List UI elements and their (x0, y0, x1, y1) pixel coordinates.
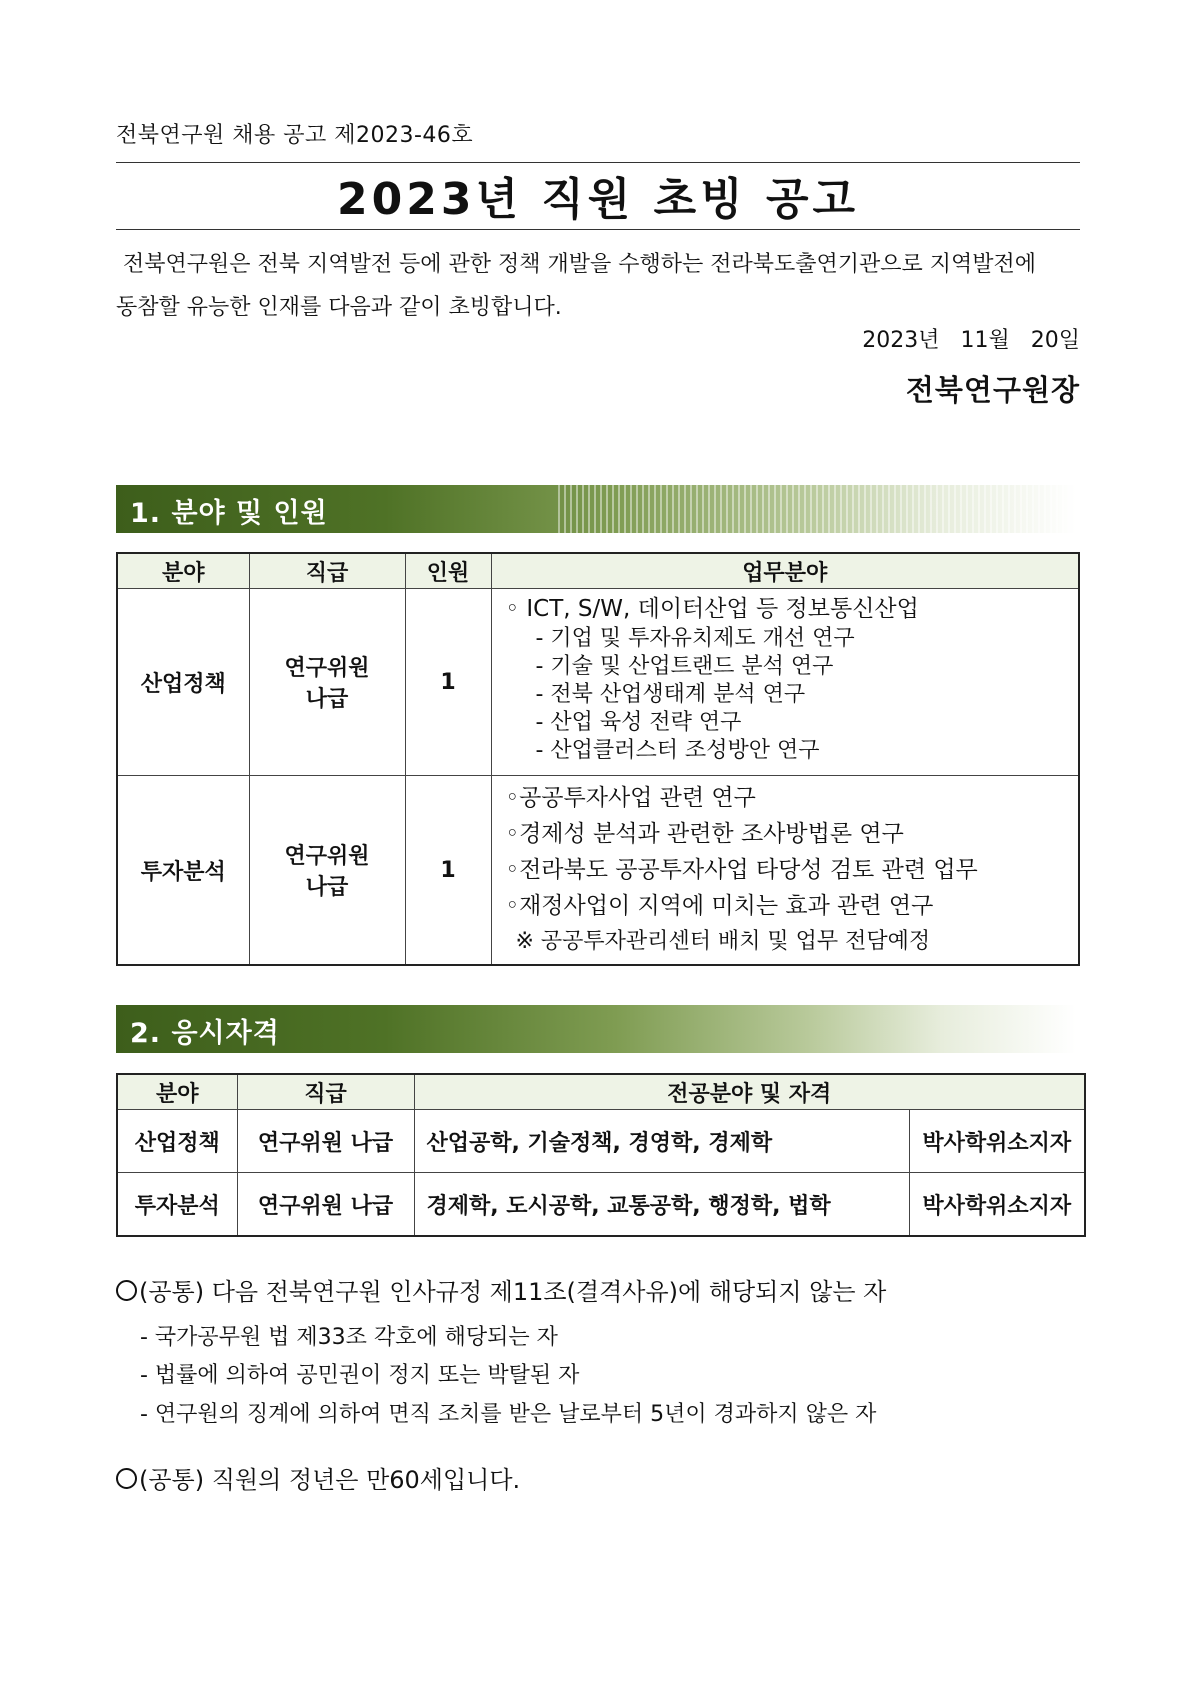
common-condition-text: (공통) 다음 전북연구원 인사규정 제11조(결격사유)에 해당되지 않는 자 (139, 1278, 887, 1306)
rank-line: 나급 (305, 687, 349, 712)
section-title: 2. 응시자격 (130, 1018, 280, 1049)
duty-item: - 기술 및 산업트랜드 분석 연구 (535, 654, 834, 679)
column-header: 직급 (237, 1074, 414, 1110)
rank-cell: 연구위원 나급 (237, 1173, 414, 1237)
rank-cell: 연구위원 나급 (237, 1110, 414, 1173)
notice-number: 전북연구원 채용 공고 제2023-46호 (116, 123, 474, 148)
rank-cell (249, 776, 405, 966)
retirement-note (116, 1460, 520, 1495)
field-cell: 산업정책 (117, 1110, 237, 1173)
circle-bullet-icon (116, 1280, 137, 1301)
common-condition (116, 1272, 886, 1307)
duty-item: - 산업 육성 전략 연구 (535, 710, 742, 735)
duty-item: - 산업클러스터 조성방안 연구 (535, 738, 820, 763)
title-bottom-rule (116, 229, 1080, 230)
rank-line: 나급 (305, 875, 349, 900)
circle-bullet-icon (116, 1468, 137, 1489)
positions-table (116, 552, 1080, 966)
column-header: 분야 (117, 1074, 237, 1110)
signer: 전북연구원장 (905, 373, 1080, 407)
document-title: 2023년 직원 초빙 공고 (337, 174, 859, 225)
duty-item: ◦전라북도 공공투자사업 타당성 검토 관련 업무 (505, 857, 978, 883)
column-header: 인원 (405, 553, 491, 589)
intro-line: 전북연구원은 전북 지역발전 등에 관한 정책 개발을 수행하는 전라북도출연기관으로 지역발전에 (116, 252, 1037, 277)
section-title: 1. 분야 및 인원 (130, 498, 328, 529)
qualifications-table (116, 1073, 1086, 1237)
duties-cell (491, 776, 1079, 966)
duty-item: ◦공공투자사업 관련 연구 (505, 785, 756, 811)
duty-item: - 전북 산업생태계 분석 연구 (535, 682, 806, 707)
column-header: 직급 (249, 553, 405, 589)
condition-item: - 국가공무원 법 제33조 각호에 해당되는 자 (140, 1325, 558, 1350)
condition-item: - 법률에 의하여 공민권이 정지 또는 박탈된 자 (140, 1363, 580, 1388)
table-row (117, 589, 1079, 776)
section-header-2 (116, 1005, 1076, 1053)
field-cell: 산업정책 (117, 589, 249, 776)
retirement-text: (공통) 직원의 정년은 만60세입니다. (139, 1466, 521, 1494)
table-row (117, 1110, 1085, 1173)
duty-item: ◦경제성 분석과 관련한 조사방법론 연구 (505, 821, 904, 847)
field-cell: 투자분석 (117, 776, 249, 966)
column-header: 분야 (117, 553, 249, 589)
duties-cell (491, 589, 1079, 776)
rank-cell (249, 589, 405, 776)
column-header: 업무분야 (491, 553, 1079, 589)
duty-item: ◦ ICT, S/W, 데이터산업 등 정보통신산업 (505, 596, 919, 622)
field-cell: 투자분석 (117, 1173, 237, 1237)
rank-line: 연구위원 (284, 844, 370, 869)
table-row (117, 776, 1079, 966)
intro-paragraph (116, 243, 1082, 329)
count-cell: 1 (405, 589, 491, 776)
announcement-date: 2023년 11월 20일 (862, 328, 1080, 353)
intro-line: 동참할 유능한 인재를 다음과 같이 초빙합니다. (116, 295, 562, 320)
duty-item: - 기업 및 투자유치제도 개선 연구 (535, 626, 855, 651)
section-header-1 (116, 485, 1076, 533)
rank-line: 연구위원 (284, 656, 370, 681)
degree-cell: 박사학위소지자 (909, 1110, 1085, 1173)
major-cell: 경제학, 도시공학, 교통공학, 행정학, 법학 (414, 1173, 909, 1237)
condition-item: - 연구원의 징계에 의하여 면직 조치를 받은 날로부터 5년이 경과하지 않은 자 (140, 1402, 877, 1427)
count-cell: 1 (405, 776, 491, 966)
table-header-row (117, 1074, 1085, 1110)
degree-cell: 박사학위소지자 (909, 1173, 1085, 1237)
duty-note: ※ 공공투자관리센터 배치 및 업무 전담예정 (515, 929, 931, 954)
table-row (117, 1173, 1085, 1237)
section-header-stripes (558, 485, 1076, 533)
duty-item: ◦재정사업이 지역에 미치는 효과 관련 연구 (505, 893, 934, 919)
column-header: 전공분야 및 자격 (414, 1074, 1085, 1110)
table-header-row (117, 553, 1079, 589)
major-cell: 산업공학, 기술정책, 경영학, 경제학 (414, 1110, 909, 1173)
